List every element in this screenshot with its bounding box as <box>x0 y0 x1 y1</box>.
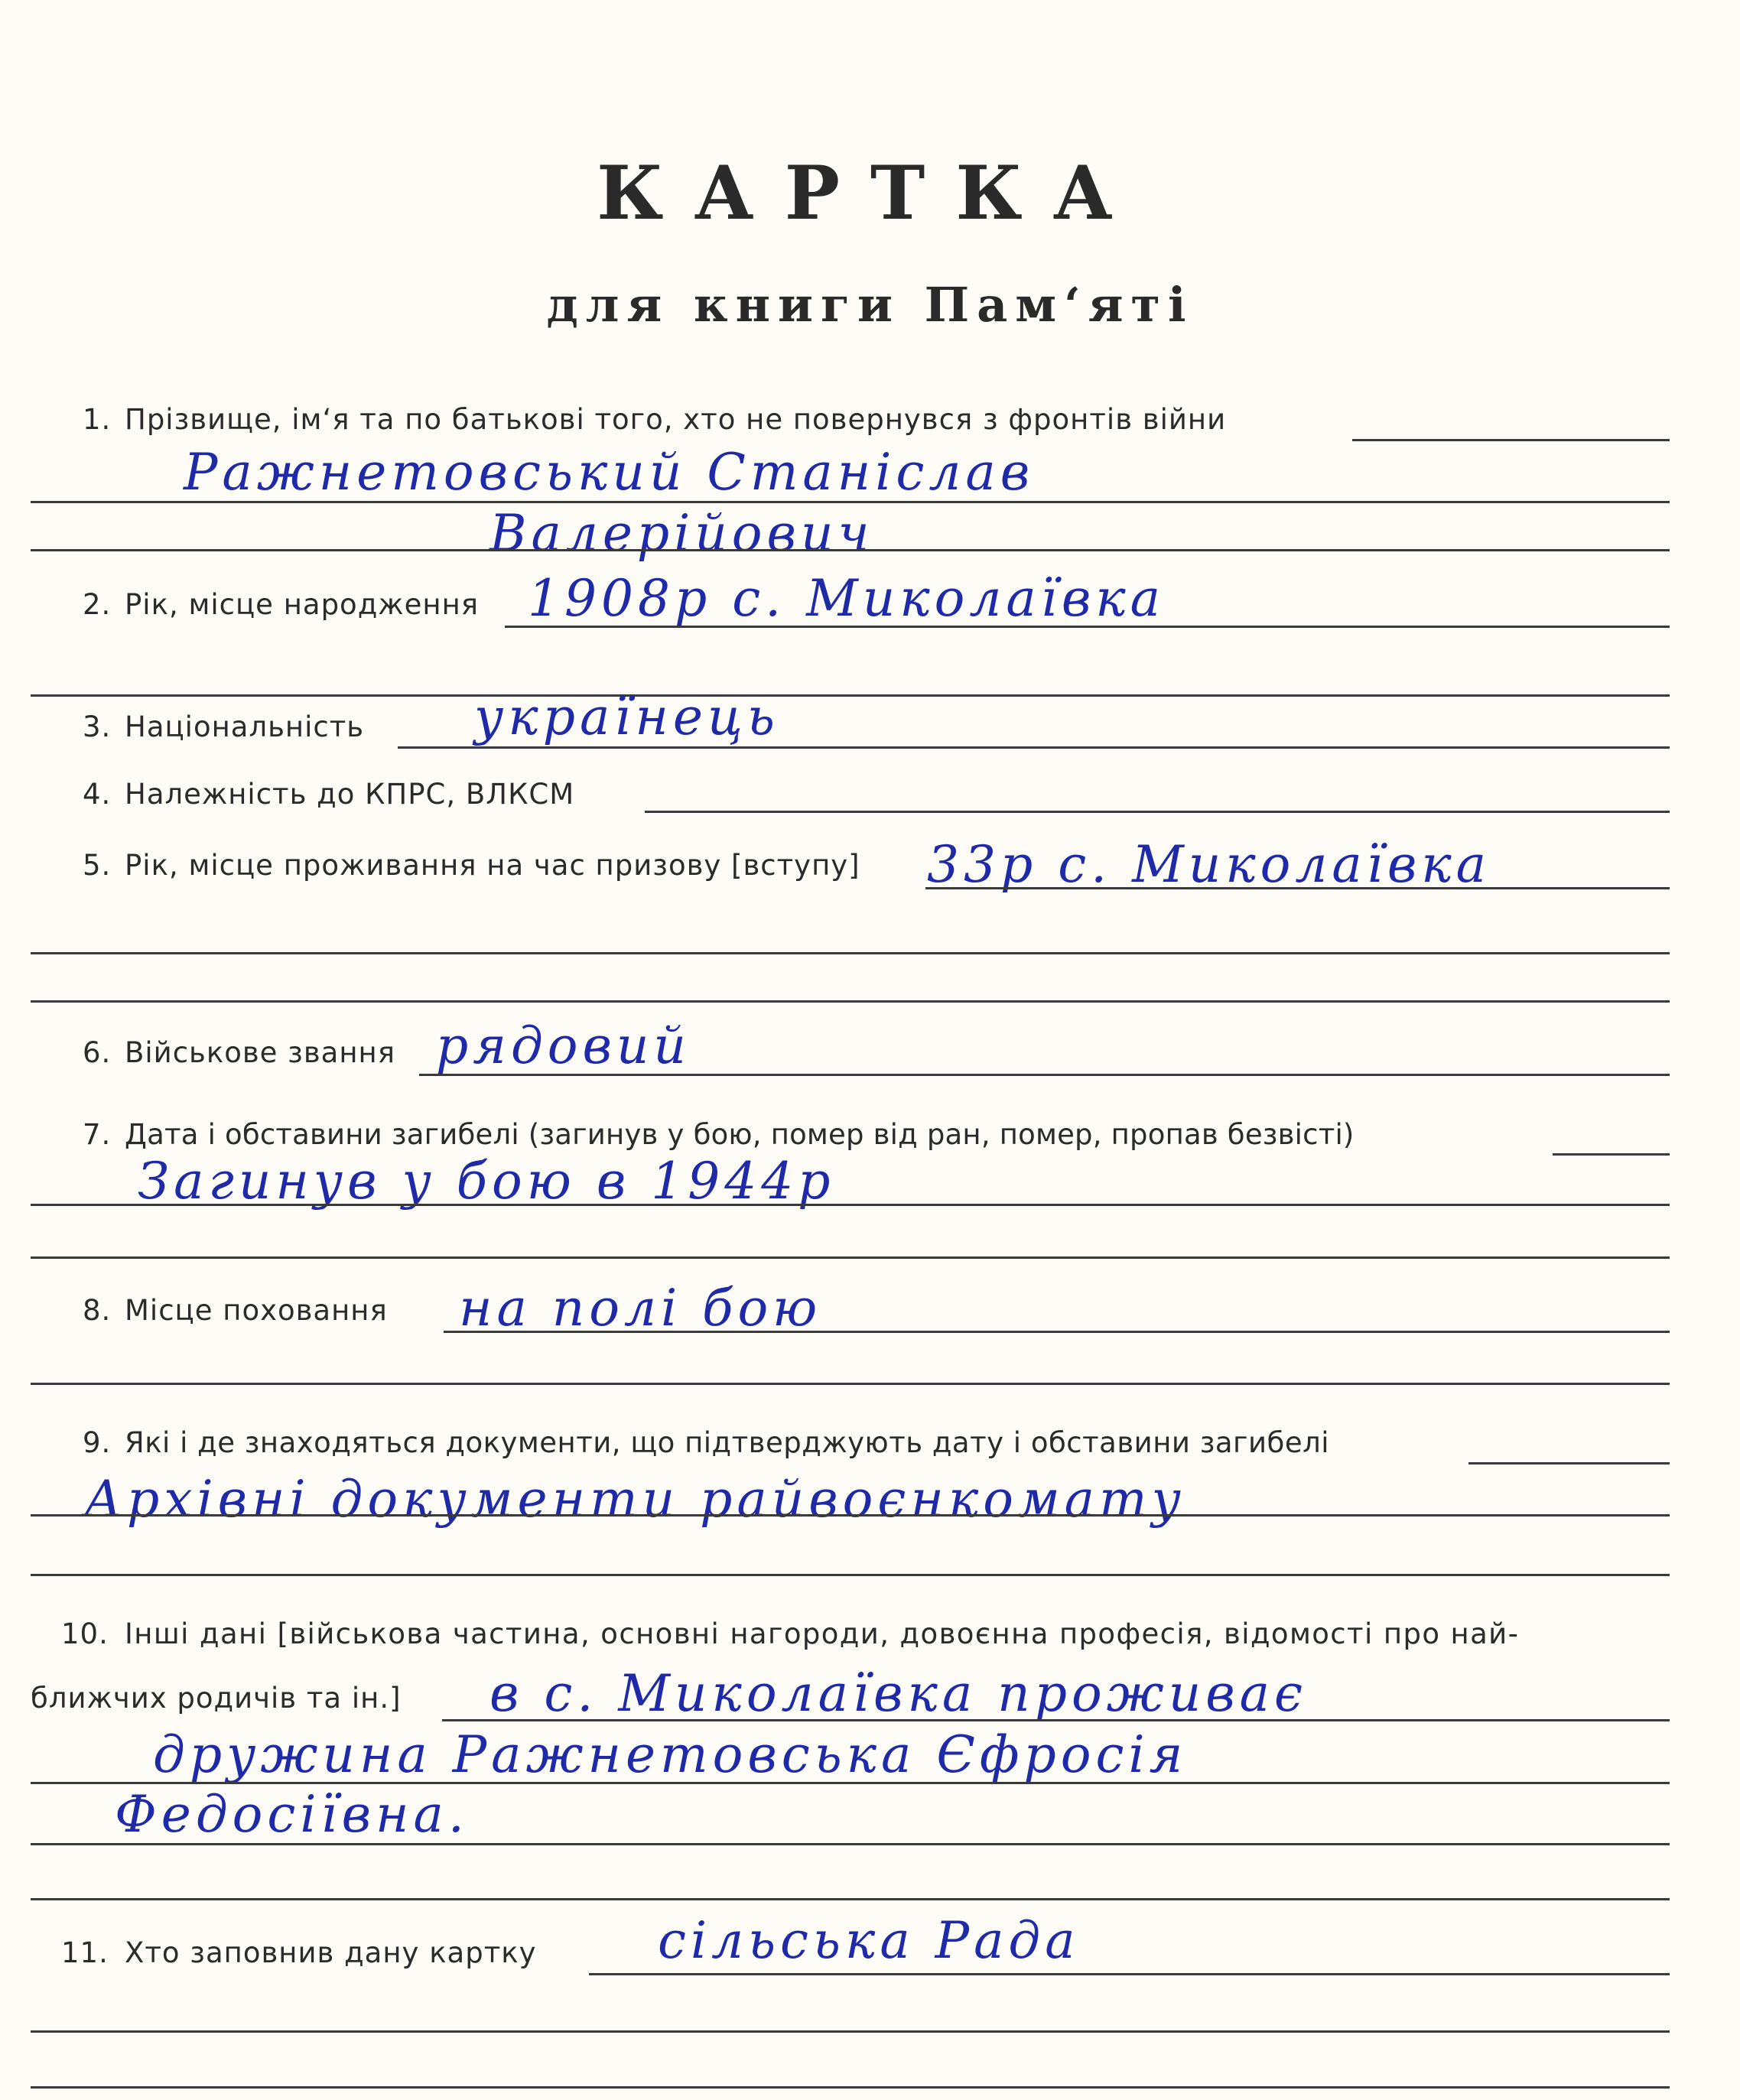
field-6-number: 6. <box>83 1036 112 1069</box>
field-2-line-2 <box>31 694 1670 697</box>
field-7-value: Загинув у бою в 1944р <box>138 1152 835 1211</box>
field-8-line-2 <box>31 1383 1670 1385</box>
field-1-line <box>1352 439 1670 441</box>
field-11-line-3 <box>31 2086 1670 2089</box>
field-6-line <box>419 1074 1670 1076</box>
field-1-label: Прізвище, ім‘я та по батькові того, хто не повернувся з фронтів війни <box>125 403 1227 436</box>
field-7-line-3 <box>31 1256 1670 1259</box>
field-8-value: на полі бою <box>459 1279 822 1338</box>
field-4-label: Належність до КПРС, ВЛКСМ <box>125 778 575 811</box>
field-10-line <box>442 1719 1670 1721</box>
field-5-line <box>925 887 1670 889</box>
field-3-line <box>398 746 1670 749</box>
field-5-number: 5. <box>83 849 112 882</box>
field-5-line-3 <box>31 1000 1670 1003</box>
field-1-line-3 <box>31 549 1670 551</box>
field-11-line-2 <box>31 2030 1670 2033</box>
field-11-number: 11. <box>61 1936 109 1969</box>
field-10-label-line2: ближчих родичів та ін.] <box>31 1682 402 1715</box>
field-10-value-line1: в с. Миколаївка проживає <box>489 1664 1307 1723</box>
field-2-line <box>505 626 1670 628</box>
card-subtitle: для книги Пам‘яті <box>546 277 1194 333</box>
field-9-line <box>1468 1462 1670 1464</box>
field-10-line-3 <box>31 1843 1670 1845</box>
field-10-value-line3: Федосіївна. <box>115 1785 469 1844</box>
field-1-number: 1. <box>83 403 112 436</box>
field-3-value: українець <box>474 688 779 746</box>
field-4-number: 4. <box>83 778 112 811</box>
field-5-line-2 <box>31 952 1670 954</box>
field-3-label: Національність <box>125 710 365 743</box>
field-8-line <box>444 1331 1670 1333</box>
field-10-label-line1: Інші дані [військова частина, основні нагороди, довоєнна професія, відомості про най- <box>125 1617 1520 1650</box>
field-9-line-3 <box>31 1574 1670 1576</box>
field-5-label: Рік, місце проживання на час призову [вступу] <box>125 849 860 882</box>
field-1-value-line2: Валерійович <box>489 504 874 563</box>
field-5-value: 33р с. Миколаївка <box>927 835 1491 894</box>
field-11-label: Хто заповнив дану картку <box>125 1936 537 1969</box>
field-7-line <box>1553 1153 1670 1156</box>
field-10-line-2 <box>31 1782 1670 1784</box>
field-6-label: Військове звання <box>125 1036 395 1069</box>
field-8-label: Місце поховання <box>125 1294 388 1327</box>
field-3-number: 3. <box>83 710 112 743</box>
field-7-label: Дата і обставини загибелі (загинув у бою, помер від ран, помер, пропав безвісті) <box>125 1118 1355 1151</box>
field-11-value: сільська Рада <box>658 1911 1080 1970</box>
card-title: КАРТКА <box>597 150 1143 236</box>
field-2-label: Рік, місце народження <box>125 588 480 621</box>
field-1-line-2 <box>31 501 1670 503</box>
field-11-line <box>589 1973 1670 1975</box>
field-7-number: 7. <box>83 1118 112 1151</box>
field-7-line-2 <box>31 1204 1670 1206</box>
field-8-number: 8. <box>83 1294 112 1327</box>
field-10-line-4 <box>31 1898 1670 1900</box>
field-10-value-line2: дружина Ражнетовська Єфросія <box>153 1725 1188 1784</box>
field-2-value: 1908р с. Миколаївка <box>528 569 1166 628</box>
field-9-number: 9. <box>83 1426 112 1459</box>
field-9-value: Архівні документи райвоєнкомату <box>84 1470 1185 1529</box>
field-9-label: Які і де знаходяться документи, що підтверджують дату і обставини загибелі <box>125 1426 1330 1459</box>
field-9-line-2 <box>31 1514 1670 1516</box>
field-1-value-line1: Ражнетовський Станіслав <box>184 443 1035 502</box>
field-2-number: 2. <box>83 588 112 621</box>
field-10-number: 10. <box>61 1617 109 1650</box>
field-6-value: рядовий <box>436 1016 691 1075</box>
field-4-line <box>645 811 1670 813</box>
